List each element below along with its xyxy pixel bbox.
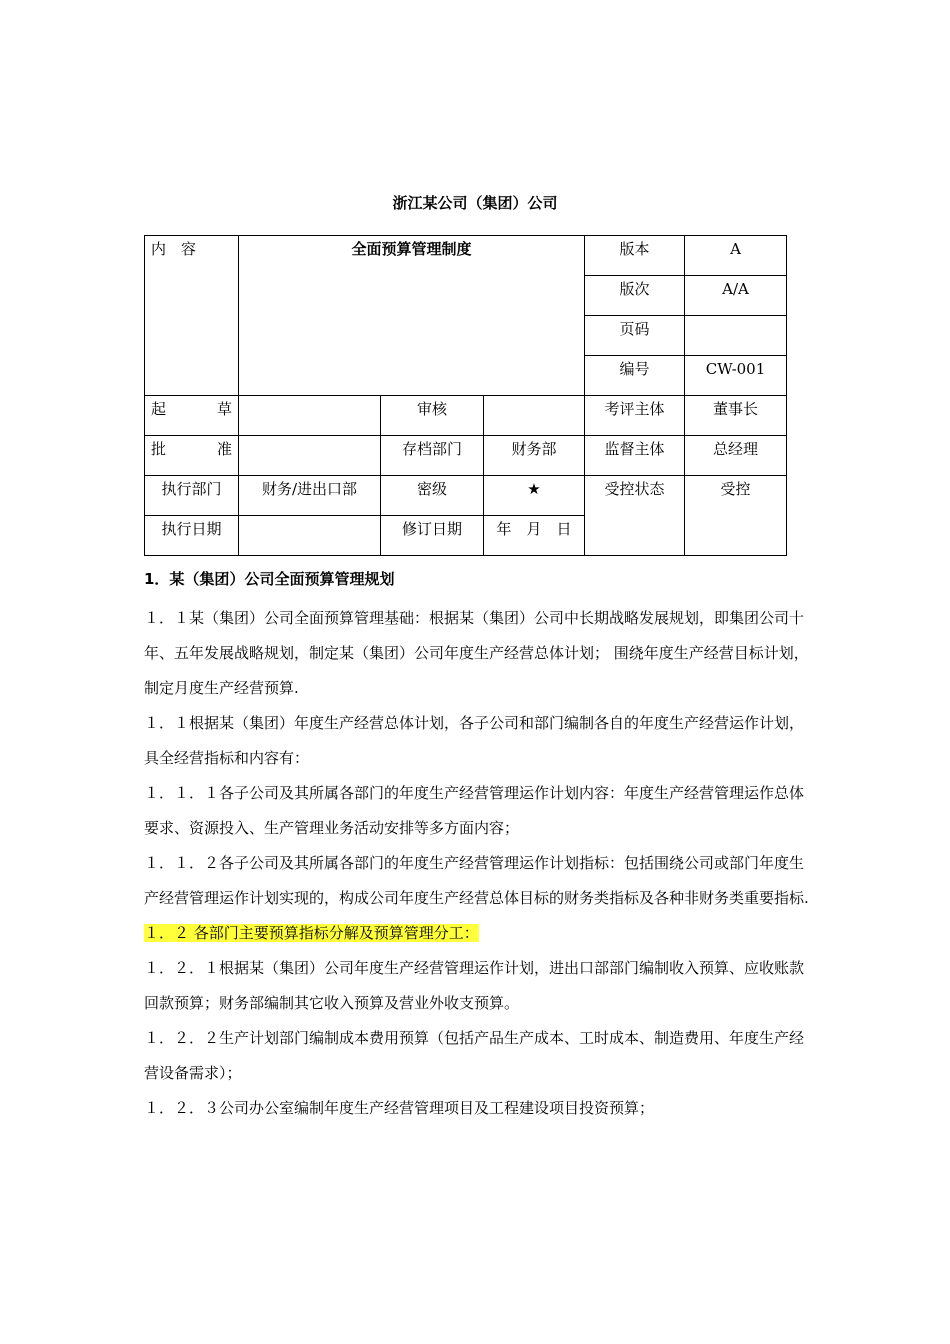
exec-dept-value: 财务/进出口部 [239,476,381,516]
draft-label: 起草 [145,396,239,436]
paragraph: １．１．１各子公司及其所属各部门的年度生产经营管理运作计划内容：年度生产经营管理运作总体要求、资源投入、生产管理业务活动安排等多方面内容； [144,784,805,837]
number-value: CW-001 [685,356,787,396]
page-value [685,316,787,356]
control-label: 受控状态 [585,476,685,556]
highlight-text: １．２ 各部门主要预算指标分解及预算管理分工： [144,924,479,942]
paragraph: １．１某（集团）公司全面预算管理基础：根据某（集团）公司中长期战略发展规划，即集团公司十年、五年发展战略规划，制定某（集团）公司年度生产经营总体计划； 围绕年度生产经营目标计划，制定月度生产经营预算. [144,609,809,697]
company-title: 浙江某公司（集团）公司 [392,194,558,212]
eval-value: 董事长 [685,396,787,436]
paragraph: １．２．３公司办公室编制年度生产经营管理项目及工程建设项目投资预算； [144,1099,655,1117]
document-name: 全面预算管理制度 [239,236,585,396]
paragraph: １．２．２生产计划部门编制成本费用预算（包括产品生产成本、工时成本、制造费用、年度生产经营设备需求）； [144,1029,805,1082]
secret-star-icon: ★ [484,476,585,516]
control-value: 受控 [685,476,787,556]
paragraph: １．１．２各子公司及其所属各部门的年度生产经营管理运作计划指标：包括围绕公司或部门年度生产经营管理运作计划实现的，构成公司年度生产经营总体目标的财务类指标及各种非财务类重要指标. [144,854,809,907]
highlighted-paragraph [144,916,809,951]
secret-label: 密级 [381,476,484,516]
page-label: 页码 [585,316,685,356]
exec-date-value [239,516,381,556]
exec-dept-label: 执行部门 [145,476,239,516]
archive-label: 存档部门 [381,436,484,476]
review-value [484,396,585,436]
edition-value: A/A [685,276,787,316]
paragraph: １．２．１根据某（集团）公司年度生产经营管理运作计划，进出口部部门编制收入预算、应收账款回款预算；财务部编制其它收入预算及营业外收支预算。 [144,959,805,1012]
paragraph: １．１根据某（集团）年度生产经营总体计划，各子公司和部门编制各自的年度生产经营运作计划，具全经营指标和内容有： [144,714,805,767]
eval-label: 考评主体 [585,396,685,436]
supervise-label: 监督主体 [585,436,685,476]
version-label: 版本 [585,236,685,276]
approve-label: 批准 [145,436,239,476]
approve-value [239,436,381,476]
supervise-value: 总经理 [685,436,787,476]
document-body [144,566,809,1126]
edition-label: 版次 [585,276,685,316]
review-label: 审核 [381,396,484,436]
number-label: 编号 [585,356,685,396]
archive-value: 财务部 [484,436,585,476]
section-heading: 1．某（集团）公司全面预算管理规划 [144,570,395,588]
revise-value: 年 月 日 [484,516,585,556]
revise-label: 修订日期 [381,516,484,556]
version-value: A [685,236,787,276]
content-label: 内 容 [145,236,239,396]
draft-value [239,396,381,436]
exec-date-label: 执行日期 [145,516,239,556]
document-header-table [144,235,787,556]
